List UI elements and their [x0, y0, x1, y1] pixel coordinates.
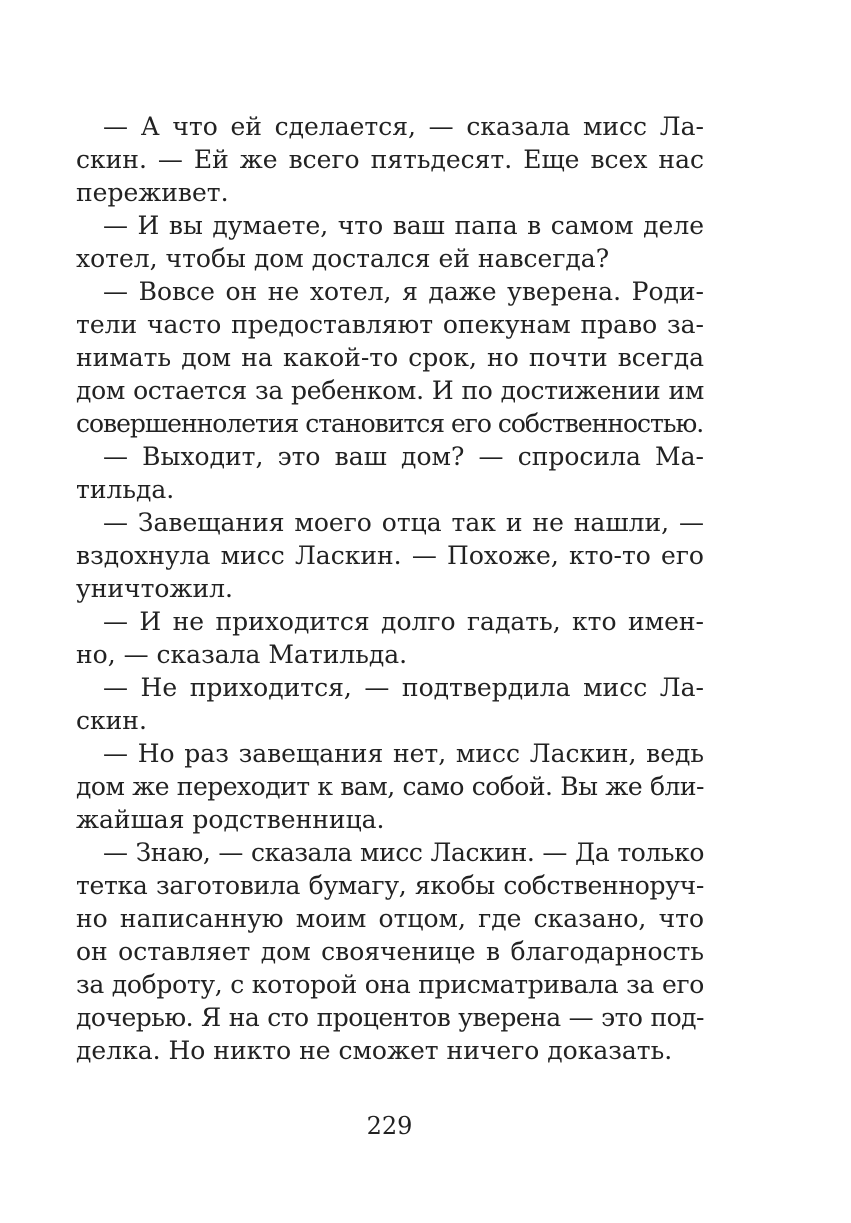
text-line: — Но раз завещания нет, мисс Ласкин, ведь — [103, 739, 704, 768]
text-line: — Завещания моего отца так и не нашли, — — [103, 508, 704, 537]
text-line: дом же переходит к вам, само собой. Вы же бли- — [76, 772, 704, 801]
text-line: но написанную моим отцом, где сказано, что — [76, 904, 704, 933]
text-line: хотел, чтобы дом достался ей навсегда? — [76, 244, 610, 273]
text-line: — А что ей сделается, — сказала мисс Ла- — [103, 112, 704, 141]
text-line: дом остается за ребенком. И по достижении им — [76, 376, 704, 405]
page-number: 229 — [366, 1112, 413, 1140]
text-line: делка. Но никто не сможет ничего доказать. — [76, 1036, 673, 1065]
text-line: дочерью. Я на сто процентов уверена — это под- — [76, 1003, 704, 1032]
text-line: скин. — [76, 706, 147, 735]
text-line: — И вы думаете, что ваш папа в самом деле — [103, 211, 704, 240]
text-line: — И не приходится долго гадать, кто имен- — [103, 607, 704, 636]
body-text — [76, 110, 704, 1067]
text-line: тильда. — [76, 475, 175, 504]
text-line: тели часто предоставляют опекунам право за- — [76, 310, 704, 339]
text-line: — Выходит, это ваш дом? — спросила Ма- — [103, 442, 704, 471]
text-line: за доброту, с которой она присматривала за его — [76, 970, 704, 999]
text-line: он оставляет дом свояченице в благодарность — [76, 937, 704, 966]
text-line: — Не приходится, — подтвердила мисс Ла- — [103, 673, 704, 702]
text-line: но, — сказала Матильда. — [76, 640, 408, 669]
text-line: скин. — Ей же всего пятьдесят. Еще всех нас — [76, 145, 704, 174]
text-line: уничтожил. — [76, 574, 233, 603]
text-line: — Вовсе он не хотел, я даже уверена. Роди- — [103, 277, 704, 306]
text-line: тетка заготовила бумагу, якобы собственноруч- — [76, 871, 704, 900]
text-line: вздохнула мисс Ласкин. — Похоже, кто-то его — [76, 541, 704, 570]
text-line: нимать дом на какой-то срок, но почти всегда — [76, 343, 704, 372]
text-line: переживет. — [76, 178, 229, 207]
text-line: — Знаю, — сказала мисс Ласкин. — Да только — [103, 838, 704, 867]
text-line: жайшая родственница. — [76, 805, 385, 834]
text-line: совершеннолетия становится его собственностью. — [76, 409, 704, 438]
